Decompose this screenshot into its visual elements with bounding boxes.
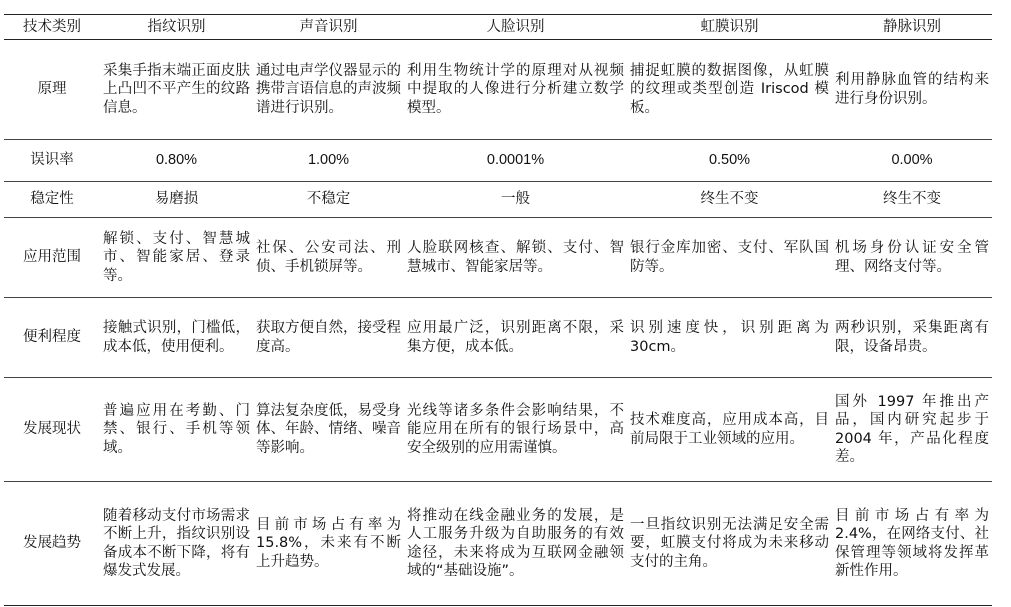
- row-label: 发展趋势: [23, 535, 81, 552]
- table-cell: 技术难度高，应用成本高，目前局限于工业领域的应用。: [630, 412, 829, 447]
- table-cell: 解锁、支付、智慧城市、智能家居、登录等。: [103, 230, 250, 284]
- table-cell: 将推动在线金融业务的发展，是人工服务升级为自助服务的有效途径，未来将成为互联网金融领域的“基础设施”。: [407, 507, 624, 579]
- row-label: 原理: [37, 81, 67, 98]
- table-cell: 普遍应用在考勤、门禁、银行、手机等领域。: [103, 402, 250, 456]
- table-cell: 一般: [501, 191, 530, 208]
- table-cell: 目前市场占有率为 15.8%，未来有不断上升趋势。: [256, 516, 401, 570]
- table-row-application: [4, 218, 992, 298]
- table-cell: 社保、公安司法、刑侦、手机锁屏等。: [256, 240, 401, 275]
- table-cell: 国外 1997 年推出产品，国内研究起步于 2004 年，产品化程度差。: [835, 393, 989, 465]
- row-label: 误识率: [30, 152, 74, 169]
- table-cell: 采集手指末端正面皮肤上凸凹不平产生的纹路信息。: [103, 62, 250, 116]
- header-fingerprint: 指纹识别: [147, 18, 206, 35]
- row-label: 稳定性: [30, 191, 74, 208]
- table-cell: 0.50%: [708, 152, 751, 169]
- row-label: 便利程度: [23, 329, 81, 346]
- header-voice: 声音识别: [299, 18, 358, 35]
- header-vein: 静脉识别: [883, 18, 941, 35]
- table-cell: 不稳定: [306, 191, 351, 208]
- table-row-trend: [4, 482, 992, 606]
- table-cell: 利用生物统计学的原理对从视频中提取的人像进行分析建立数学模型。: [407, 62, 624, 116]
- table-row-stability: [4, 182, 992, 218]
- table-cell: 易磨损: [154, 191, 199, 208]
- table-cell: 0.80%: [155, 152, 198, 169]
- table-cell: 识别速度快，识别距离为 30cm。: [630, 320, 829, 355]
- table-cell: 0.0001%: [486, 152, 545, 169]
- table-row-status: [4, 378, 992, 482]
- table-cell: 0.00%: [891, 152, 933, 169]
- row-label: 发展现状: [23, 421, 81, 438]
- table-cell: 终生不变: [883, 191, 941, 208]
- table-cell: 光线等诸多条件会影响结果，不能应用在所有的银行场景中，高安全级别的应用需谨慎。: [407, 402, 624, 456]
- table-cell: 终生不变: [700, 191, 759, 208]
- biometric-comparison-table: [4, 14, 992, 606]
- header-face: 人脸识别: [486, 18, 545, 35]
- table-cell: 1.00%: [307, 152, 350, 169]
- table-cell: 两秒识别，采集距离有限，设备昂贵。: [835, 320, 989, 355]
- table-cell: 一旦指纹识别无法满足安全需要，虹膜支付将成为未来移动支付的主角。: [630, 516, 829, 570]
- table-cell: 应用最广泛，识别距离不限，采集方便，成本低。: [407, 320, 624, 355]
- table-cell: 捕捉虹膜的数据图像，从虹膜的纹理或类型创造 Iriscod 模板。: [630, 62, 829, 116]
- biometric-comparison-container: [4, 14, 992, 606]
- table-cell: 目前市场占有率为 2.4%，在网络支付、社保管理等领域将发挥革新性作用。: [835, 507, 989, 579]
- table-cell: 通过电声学仪器显示的携带言语信息的声波频谱进行识别。: [256, 62, 401, 116]
- table-cell: 利用静脉血管的结构来进行身份识别。: [835, 72, 989, 107]
- header-iris: 虹膜识别: [700, 18, 759, 35]
- table-header-row: [4, 15, 992, 40]
- table-cell: 银行金库加密、支付、军队国防等。: [630, 240, 829, 275]
- row-label: 应用范围: [23, 249, 81, 266]
- header-category: 技术类别: [23, 18, 81, 35]
- table-cell: 人脸联网核查、解锁、支付、智慧城市、智能家居等。: [407, 240, 624, 275]
- table-cell: 随着移动支付市场需求不断上升，指纹识别设备成本不断下降，将有爆发式发展。: [103, 507, 250, 579]
- table-cell: 接触式识别，门槛低，成本低，使用便利。: [103, 320, 250, 355]
- table-cell: 获取方便自然，接受程度高。: [256, 320, 401, 355]
- table-row-error-rate: [4, 140, 992, 182]
- table-row-convenience: [4, 298, 992, 378]
- table-cell: 算法复杂度低，易受身体、年龄、情绪、噪音等影响。: [256, 402, 401, 456]
- table-row-principle: [4, 40, 992, 140]
- table-cell: 机场身份认证安全管理、网络支付等。: [835, 240, 989, 275]
